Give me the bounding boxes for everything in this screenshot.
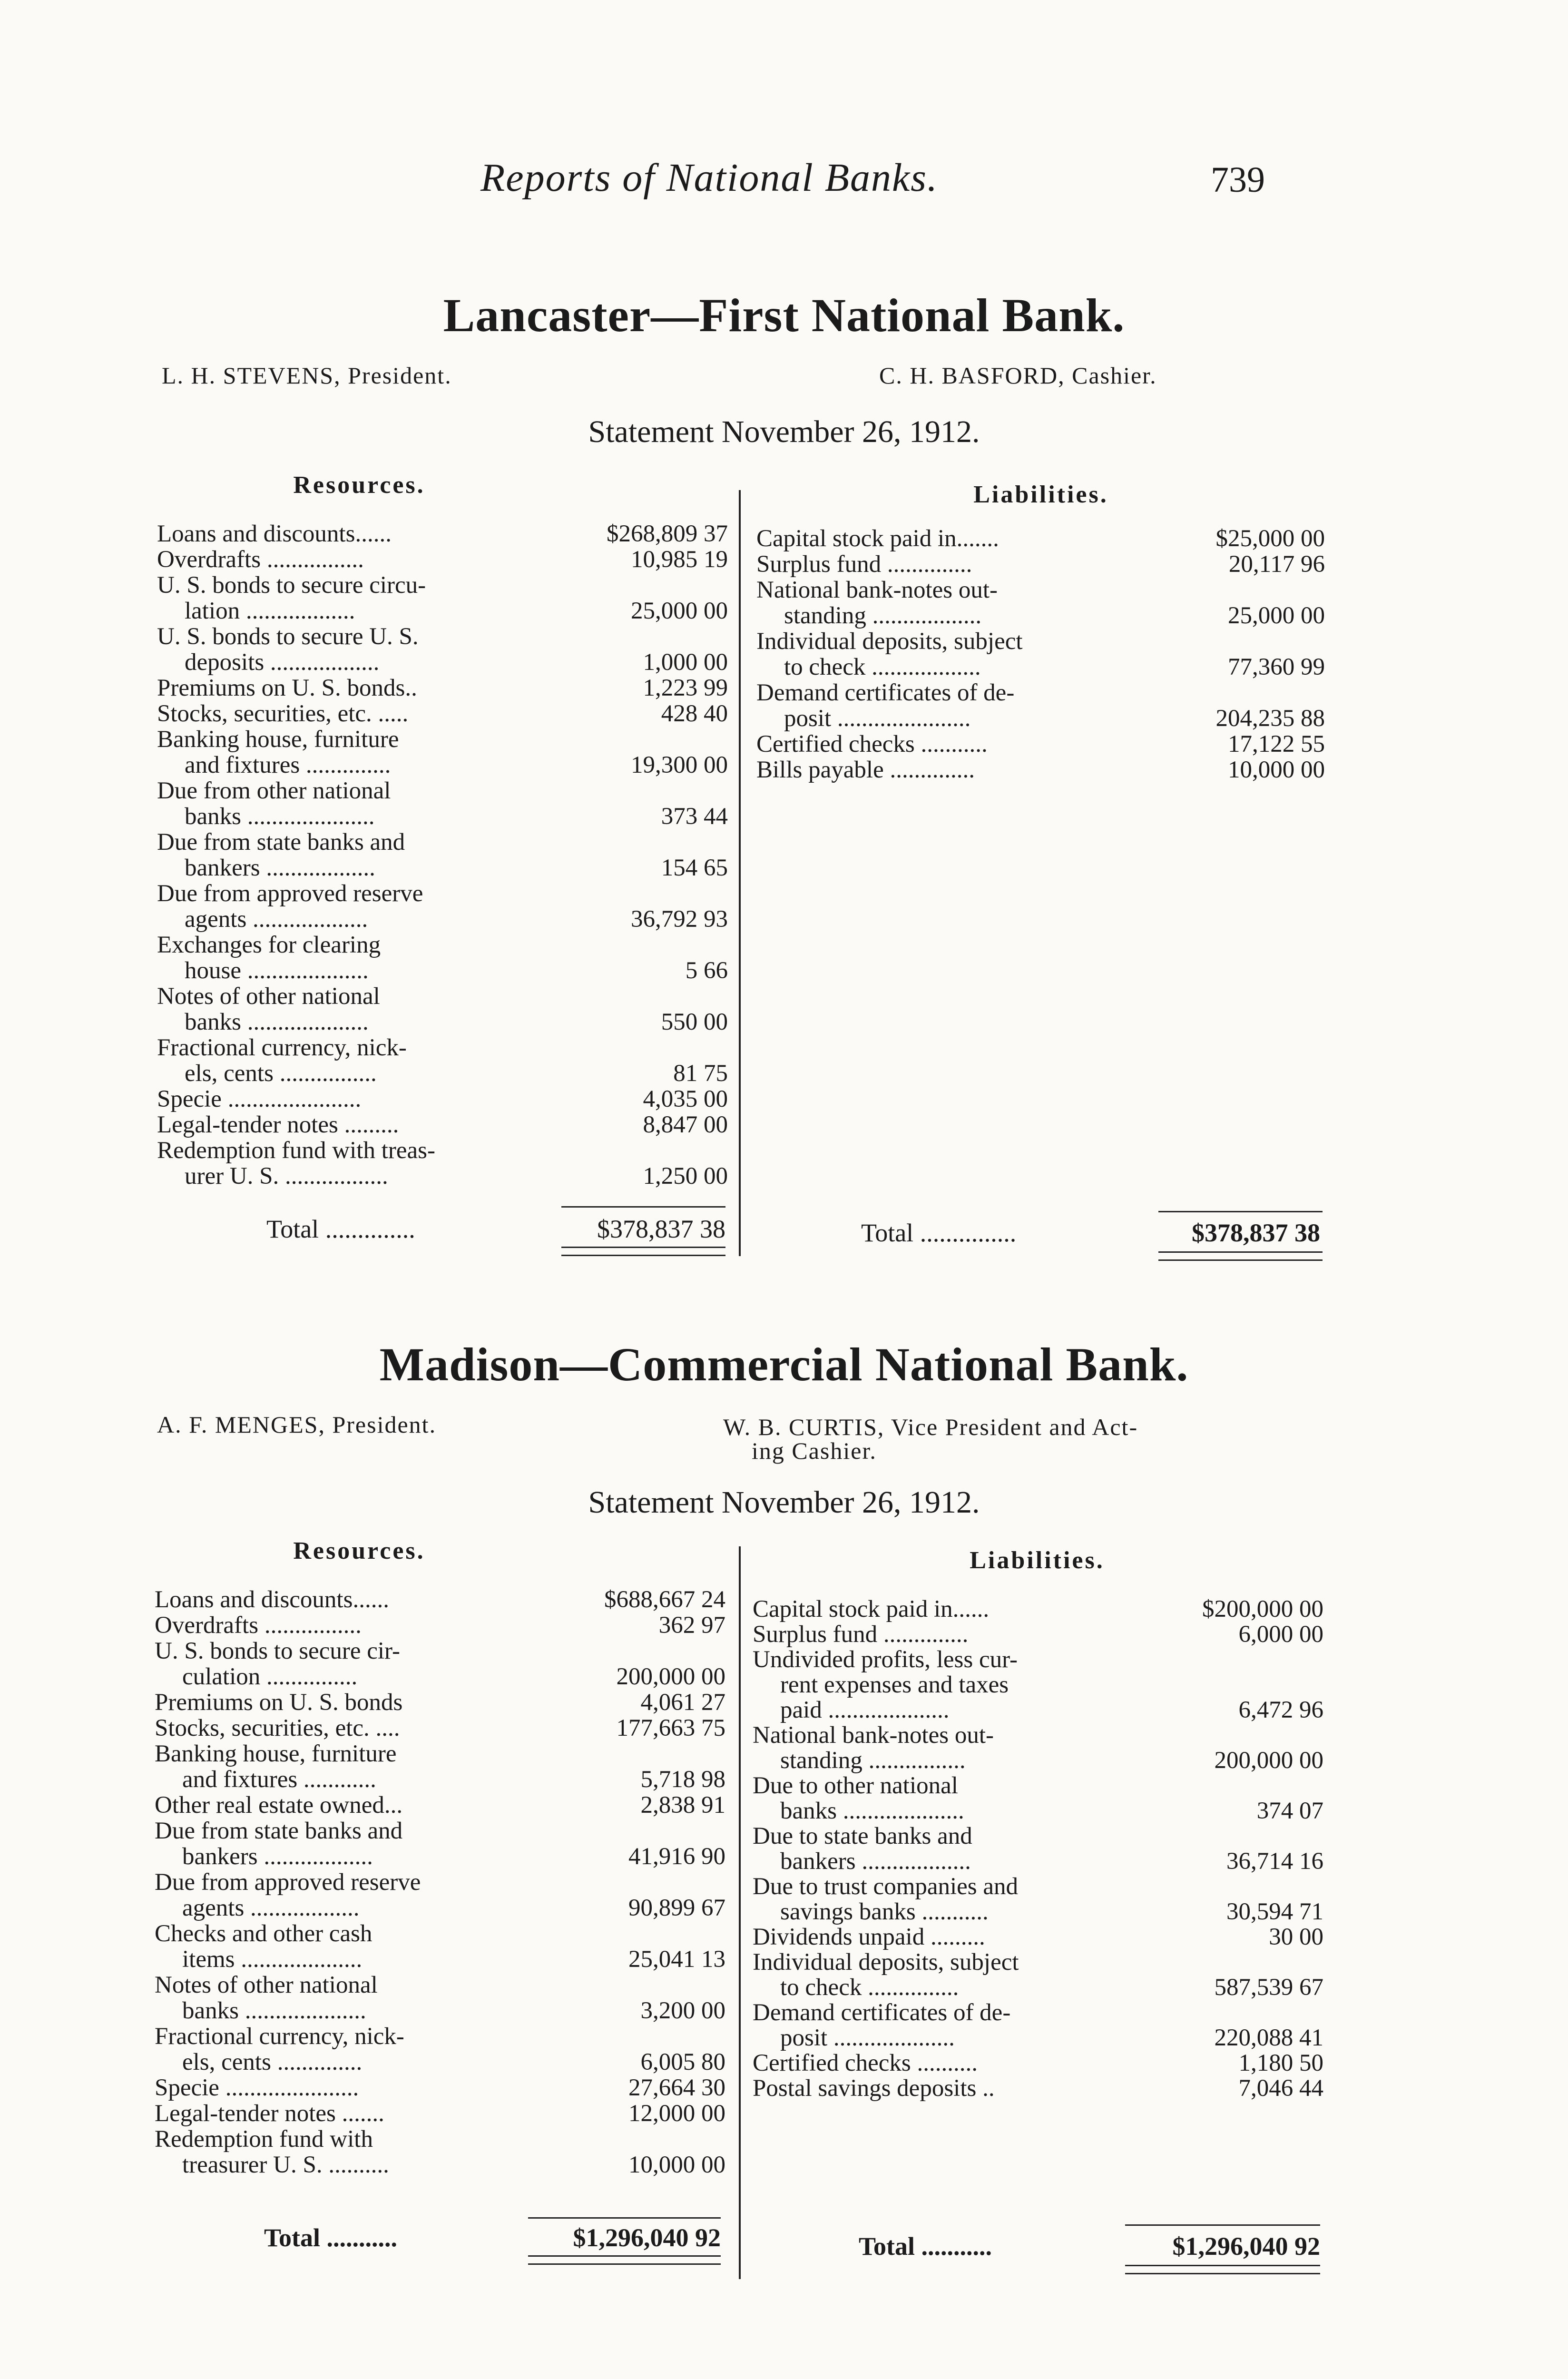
ledger-label: items .................... [182, 1946, 363, 1973]
ledger-row [157, 932, 728, 958]
ledger-label: els, cents .............. [182, 2049, 363, 2075]
ledger-amount: 41,916 90 [628, 1843, 725, 1870]
ledger-amount: 177,663 75 [616, 1715, 725, 1741]
ledger-label: Redemption fund with [155, 2126, 373, 2153]
ledger-row [157, 906, 728, 932]
ledger-label: posit ...................... [784, 705, 971, 732]
ledger-label: Dividends unpaid ......... [753, 1924, 985, 1950]
ledger-row [157, 649, 728, 675]
ledger-label: Stocks, securities, etc. ..... [157, 700, 409, 727]
ledger-row [753, 1874, 1323, 1899]
ledger-label: banks .................... [182, 1997, 366, 2024]
ledger-row [753, 1672, 1323, 1697]
ledger-label: Postal savings deposits .. [753, 2075, 995, 2102]
ledger-row [157, 701, 728, 727]
ledger-label: to check ............... [780, 1974, 959, 2001]
ledger-row [756, 629, 1325, 654]
ledger-amount: 10,985 19 [631, 546, 728, 573]
ledger-label: Legal-tender notes ......... [157, 1111, 399, 1138]
ledger-label: Redemption fund with treas- [157, 1137, 435, 1164]
ledger-amount: 362 97 [658, 1612, 725, 1639]
ledger-label: U. S. bonds to secure cir- [155, 1638, 400, 1664]
liabilities-total-label: Total ............... [861, 1219, 1017, 1247]
ledger-amount: 200,000 00 [616, 1663, 725, 1690]
ledger-label: treasurer U. S. .......... [182, 2152, 389, 2178]
cashier-name: W. B. CURTIS, Vice President and Act- [723, 1414, 1138, 1440]
ledger-label: standing ................ [780, 1747, 966, 1774]
cashier-name-continued: ing Cashier. [752, 1437, 877, 1464]
ledger-row [157, 547, 728, 572]
ledger-amount: 36,792 93 [631, 906, 728, 933]
ledger-row [753, 1949, 1323, 1975]
ledger-amount: 154 65 [661, 855, 728, 881]
ledger-amount: 2,838 91 [640, 1792, 725, 1819]
resources-total: $378,837 38 [597, 1215, 725, 1243]
ledger-label: Due from approved reserve [157, 880, 423, 907]
ledger-row [756, 654, 1325, 680]
ledger-row [157, 958, 728, 983]
ledger-label: Overdrafts ................ [155, 1612, 362, 1639]
ledger-label: to check .................. [784, 654, 981, 680]
ledger-label: Fractional currency, nick- [155, 2023, 404, 2050]
ledger-row [157, 855, 728, 881]
ledger-label: Surplus fund .............. [753, 1621, 969, 1648]
running-header: Reports of National Banks. [480, 156, 938, 200]
ledger-row [155, 1638, 725, 1664]
liabilities-heading: Liabilities. [970, 1547, 1105, 1574]
ledger-label: Due to trust companies and [753, 1873, 1019, 1900]
ledger-label: Other real estate owned... [155, 1792, 403, 1819]
ledger-label: Premiums on U. S. bonds.. [157, 675, 417, 701]
ledger-row [155, 2049, 725, 2075]
sum-rule [1125, 2224, 1320, 2226]
ledger-row [155, 2126, 725, 2152]
ledger-row [157, 983, 728, 1009]
ledger-amount: $688,667 24 [604, 1586, 725, 1613]
ledger-amount: 220,088 41 [1214, 2025, 1323, 2051]
ledger-label: Certified checks ........... [756, 731, 988, 757]
ledger-row [157, 778, 728, 804]
ledger-row [157, 804, 728, 829]
ledger-row [157, 1035, 728, 1061]
ledger-label: deposits .................. [185, 649, 380, 676]
ledger-amount: 77,360 99 [1228, 654, 1325, 680]
ledger-label: rent expenses and taxes [780, 1671, 1009, 1698]
ledger-amount: $200,000 00 [1202, 1596, 1323, 1622]
ledger-label: Specie ...................... [157, 1086, 362, 1112]
ledger-amount: 7,046 44 [1238, 2075, 1323, 2102]
ledger-row [155, 1690, 725, 1715]
ledger-row [157, 1112, 728, 1138]
ledger-amount: 8,847 00 [643, 1111, 728, 1138]
ledger-row [753, 1748, 1323, 1773]
ledger-amount: 25,000 00 [631, 598, 728, 624]
ledger-amount: 4,061 27 [640, 1689, 725, 1716]
ledger-row [155, 1895, 725, 1921]
ledger-label: Notes of other national [155, 1972, 378, 1998]
ledger-row [753, 2025, 1323, 2050]
resources-total-label: Total .............. [266, 1215, 415, 1243]
ledger-label: Due to other national [753, 1772, 958, 1799]
ledger-amount: 25,000 00 [1228, 602, 1325, 629]
ledger-row [157, 1009, 728, 1035]
ledger-label: Premiums on U. S. bonds [155, 1689, 403, 1716]
ledger-row [157, 727, 728, 752]
ledger-label: bankers .................. [185, 855, 375, 881]
ledger-label: and fixtures .............. [185, 752, 391, 778]
ledger-row [753, 2075, 1323, 2101]
ledger-label: Checks and other cash [155, 1920, 372, 1947]
ledger-row [753, 1899, 1323, 1924]
ledger-label: Demand certificates of de- [756, 679, 1015, 706]
ledger-row [157, 1138, 728, 1163]
ledger-label: els, cents ................ [185, 1060, 377, 1087]
ledger-amount: 25,041 13 [628, 1946, 725, 1973]
ledger-label: Legal-tender notes ....... [155, 2100, 384, 2127]
ledger-row [155, 1715, 725, 1741]
ledger-label: Due from other national [157, 777, 391, 804]
ledger-amount: 30,594 71 [1226, 1898, 1323, 1925]
ledger-label: Loans and discounts...... [155, 1586, 389, 1613]
bank-title: Lancaster—First National Bank. [443, 289, 1125, 342]
ledger-row [157, 1163, 728, 1189]
ledger-label: Loans and discounts...... [157, 521, 392, 547]
ledger-amount: 374 07 [1256, 1798, 1323, 1824]
ledger-label: Due to state banks and [753, 1823, 972, 1849]
liabilities-total-label: Total ........... [859, 2232, 992, 2261]
ledger-row [157, 829, 728, 855]
ledger-row [753, 2050, 1323, 2075]
ledger-row [155, 1921, 725, 1946]
ledger-row [155, 2152, 725, 2178]
liabilities-total: $378,837 38 [1192, 1219, 1320, 1247]
ledger-row [753, 1697, 1323, 1722]
ledger-label: Surplus fund .............. [756, 551, 972, 578]
ledger-label: and fixtures ............ [182, 1766, 376, 1793]
resources-heading: Resources. [293, 472, 425, 499]
statement-date: Statement November 26, 1912. [588, 414, 980, 449]
president-name: L. H. STEVENS, President. [162, 362, 452, 389]
ledger-row [155, 1767, 725, 1792]
ledger-row [756, 680, 1325, 706]
ledger-amount: 1,223 99 [643, 675, 728, 701]
ledger-label: Capital stock paid in....... [756, 525, 999, 552]
sum-rule [1158, 1211, 1323, 1212]
ledger-amount: 1,250 00 [643, 1163, 728, 1190]
ledger-amount: 428 40 [661, 700, 728, 727]
ledger-label: Individual deposits, subject [753, 1949, 1019, 1976]
ledger-label: Due from state banks and [155, 1818, 403, 1844]
ledger-label: Capital stock paid in...... [753, 1596, 990, 1622]
ledger-label: U. S. bonds to secure circu- [157, 572, 426, 599]
ledger-amount: 27,664 30 [628, 2074, 725, 2101]
ledger-row [753, 1848, 1323, 1874]
ledger-row [155, 2101, 725, 2126]
ledger-label: agents .................. [182, 1895, 360, 1921]
ledger-amount: 5,718 98 [640, 1766, 725, 1793]
ledger-label: banks ..................... [185, 803, 375, 830]
resources-heading: Resources. [293, 1537, 425, 1564]
statement-date: Statement November 26, 1912. [588, 1485, 980, 1520]
ledger-row [753, 1924, 1323, 1949]
ledger-row [753, 1647, 1323, 1672]
ledger-amount: 36,714 16 [1226, 1848, 1323, 1875]
ledger-row [155, 2024, 725, 2049]
ledger-label: Stocks, securities, etc. .... [155, 1715, 400, 1741]
ledger-label: U. S. bonds to secure U. S. [157, 623, 419, 650]
ledger-label: posit .................... [780, 2025, 955, 2051]
ledger-label: Undivided profits, less cur- [753, 1646, 1018, 1673]
ledger-label: banks .................... [185, 1009, 369, 1035]
ledger-row [753, 2000, 1323, 2025]
ledger-label: bankers .................. [780, 1848, 971, 1875]
ledger-amount: 6,000 00 [1238, 1621, 1323, 1648]
ledger-row [155, 1741, 725, 1767]
ledger-row [753, 1975, 1323, 2000]
ledger-row [157, 1086, 728, 1112]
ledger-label: Banking house, furniture [157, 726, 399, 753]
ledger-row [753, 1773, 1323, 1798]
ledger-amount: 3,200 00 [640, 1997, 725, 2024]
ledger-amount: $268,809 37 [607, 521, 728, 547]
liabilities-total: $1,296,040 92 [1172, 2232, 1320, 2261]
ledger-row [155, 1844, 725, 1869]
ledger-row [157, 521, 728, 547]
ledger-amount: 30 00 [1269, 1924, 1323, 1950]
resources-total-label: Total ........... [264, 2223, 398, 2252]
ledger-row [756, 526, 1325, 551]
ledger-label: standing .................. [784, 602, 982, 629]
ledger-amount: 12,000 00 [628, 2100, 725, 2127]
page-number: 739 [1211, 160, 1265, 200]
ledger-amount: 6,005 80 [640, 2049, 725, 2075]
ledger-label: agents ................... [185, 906, 368, 933]
sum-rule [528, 2217, 721, 2219]
ledger-row [753, 1622, 1323, 1647]
ledger-row [155, 1972, 725, 1998]
column-divider [739, 1546, 741, 2279]
ledger-label: Notes of other national [157, 983, 380, 1010]
ledger-row [756, 577, 1325, 603]
ledger-label: Specie ...................... [155, 2074, 359, 2101]
ledger-amount: 587,539 67 [1214, 1974, 1323, 2001]
ledger-row [157, 752, 728, 778]
double-rule [1125, 2265, 1320, 2274]
ledger-label: Due from approved reserve [155, 1869, 421, 1896]
ledger-amount: 10,000 00 [1228, 757, 1325, 783]
ledger-amount: 550 00 [661, 1009, 728, 1035]
ledger-row [157, 624, 728, 649]
bank-title: Madison—Commercial National Bank. [379, 1338, 1189, 1391]
ledger-row [157, 881, 728, 906]
ledger-row [756, 757, 1325, 783]
ledger-label: culation ............... [182, 1663, 358, 1690]
ledger-amount: 1,180 50 [1238, 2050, 1323, 2076]
ledger-amount: 17,122 55 [1228, 731, 1325, 757]
ledger-row [756, 603, 1325, 629]
ledger-label: Banking house, furniture [155, 1740, 397, 1767]
ledger-row [155, 2075, 725, 2101]
ledger-label: banks .................... [780, 1798, 964, 1824]
ledger-amount: 90,899 67 [628, 1895, 725, 1921]
liabilities-heading: Liabilities. [973, 481, 1108, 508]
ledger-row [756, 551, 1325, 577]
ledger-row [753, 1823, 1323, 1848]
ledger-amount: $25,000 00 [1215, 525, 1325, 552]
ledger-amount: 204,235 88 [1215, 705, 1325, 732]
ledger-row [155, 1869, 725, 1895]
ledger-row [157, 598, 728, 624]
sum-rule [561, 1206, 725, 1208]
ledger-row [155, 1612, 725, 1638]
ledger-label: urer U. S. ................. [185, 1163, 388, 1190]
ledger-amount: 19,300 00 [631, 752, 728, 778]
ledger-row [157, 572, 728, 598]
ledger-row [753, 1596, 1323, 1622]
ledger-amount: 200,000 00 [1214, 1747, 1323, 1774]
ledger-label: savings banks ........... [780, 1898, 989, 1925]
ledger-amount: 20,117 96 [1228, 551, 1325, 578]
ledger-row [756, 706, 1325, 731]
cashier-name: C. H. BASFORD, Cashier. [879, 362, 1157, 389]
ledger-row [155, 1998, 725, 2024]
ledger-row [155, 1792, 725, 1818]
double-rule [1158, 1251, 1323, 1261]
ledger-label: Bills payable .............. [756, 757, 975, 783]
ledger-label: National bank-notes out- [753, 1722, 994, 1749]
ledger-label: Certified checks .......... [753, 2050, 978, 2076]
ledger-label: Fractional currency, nick- [157, 1034, 407, 1061]
ledger-label: bankers .................. [182, 1843, 373, 1870]
ledger-amount: 373 44 [661, 803, 728, 830]
double-rule [561, 1247, 725, 1256]
president-name: A. F. MENGES, President. [157, 1411, 437, 1438]
ledger-row [155, 1818, 725, 1844]
column-divider [739, 490, 741, 1256]
ledger-label: Individual deposits, subject [756, 628, 1023, 655]
ledger-label: Demand certificates of de- [753, 1999, 1011, 2026]
ledger-amount: 1,000 00 [643, 649, 728, 676]
ledger-row [155, 1587, 725, 1612]
ledger-label: paid .................... [780, 1697, 950, 1723]
ledger-row [753, 1722, 1323, 1748]
ledger-row [756, 731, 1325, 757]
ledger-label: National bank-notes out- [756, 577, 998, 603]
ledger-amount: 6,472 96 [1238, 1697, 1323, 1723]
ledger-label: lation .................. [185, 598, 355, 624]
ledger-amount: 5 66 [685, 957, 728, 984]
ledger-label: Exchanges for clearing [157, 932, 381, 958]
ledger-amount: 10,000 00 [628, 2152, 725, 2178]
ledger-row [157, 675, 728, 701]
ledger-label: house .................... [185, 957, 369, 984]
ledger-row [155, 1664, 725, 1690]
ledger-row [753, 1798, 1323, 1823]
ledger-label: Due from state banks and [157, 829, 405, 855]
double-rule [528, 2255, 721, 2265]
ledger-amount: 4,035 00 [643, 1086, 728, 1112]
ledger-row [155, 1946, 725, 1972]
ledger-label: Overdrafts ................ [157, 546, 364, 573]
resources-total: $1,296,040 92 [573, 2223, 721, 2252]
ledger-amount: 81 75 [673, 1060, 728, 1087]
ledger-row [157, 1061, 728, 1086]
